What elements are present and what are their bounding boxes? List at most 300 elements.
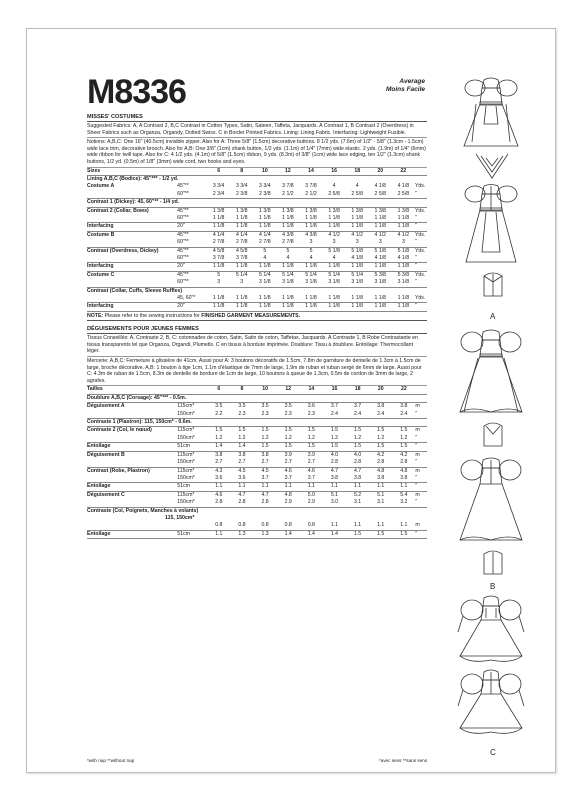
unit-cell: m [415,467,420,474]
size-header-cell: 6 [207,168,230,176]
yardage-cell: 5 3/8 [374,271,387,278]
table-row [87,522,427,530]
fabric-width: 115cm* [177,491,195,498]
yardage-cell: 4 1/4 [235,231,248,238]
size-header-cell: 16 [323,386,346,394]
unit-header [415,386,427,394]
yardage-cell: 3 1/8 [346,279,369,287]
width-header [177,386,207,394]
row-label: Contrast (Collar, Cuffs, Sleeve Ruffles) [87,287,183,294]
table-row [87,403,427,411]
yardage-cell: 1 1/8 [253,303,276,311]
table-row [87,271,427,279]
unit-cell: " [415,223,427,231]
row-label [87,255,177,263]
yardage-cell: 4.5 [238,467,246,474]
yardage-cell: 5 1/4 [305,271,317,278]
yardage-cell: 3 1/8 [299,279,322,287]
row-label: Contraste 2 (Col, le nœud) [87,427,152,434]
fabric-width: 60"** [177,239,207,247]
view-c-back-sketch [450,668,532,740]
fabric-width: 60"** [177,255,207,263]
yardage-cell: 5.1 [377,491,385,498]
yardage-cell: 1.1 [346,483,369,491]
fabric-width [177,522,207,530]
yardage-cell: 1 1/8 [299,303,322,311]
yardage-cell: 4 1/4 [259,231,271,238]
yardage-cell: 2 3/8 [253,191,276,199]
yardage-cell: 1 1/8 [346,215,369,223]
yardage-cell: 5 [263,247,267,254]
yardage-cell: 3 [392,239,415,247]
yardage-cell: 1 1/8 [230,263,253,271]
yardage-cell: 2.3 [254,411,277,419]
row-label: Contrast (Overdress, Dickey) [87,247,159,254]
yardage-cell: 3 [346,239,369,247]
yardage-cell: 4.0 [330,451,339,458]
table-row [87,411,427,419]
table-row [87,279,427,287]
yardage-cell: 1 1/8 [346,303,369,311]
yardage-cell: 4 3/8 [305,231,317,238]
notions-en: Notions: A,B,C: One 16" (40.5cm) invisible zipper. Also for A: Three 5/8" (1.5cm) decorative buttons. 8 1/2 yds. (7.6m) of 1/2" - 5/8" (1.3cm - 1.5cm) wide lace trim, decorative brooch. Also for A,B: One 3/8" (1cm) shank button, 1/2 yds. (1.1m) of 1/4" (7mm) wide elastic. 2 yds. (1.9m) of 1/4" (6mm) wide ribbon for twill tape. Also for C: 4 1/2 yds. (4.1m) of 5/8" (1.5cm) ribbon, 9 yds. (8.3m) of 3/8" (1cm) wide lace edging, ten 1/2" (1.3cm) shank buttons, 1/2 yd. (0.5m) of 1/8" (3mm) wide cord, two hooks and eyes. [87,138,427,167]
fabric-width: 45"** [177,207,189,214]
table-row [87,215,427,223]
yardage-cell: 4 1/8 [346,255,369,263]
yardage-cell: 0.8 [207,522,230,530]
yardage-cell: 1.1 [230,483,253,491]
yardage-cell: 2 5/8 [346,191,369,199]
yardage-table-en [87,168,427,312]
yardage-cell: 3 3/4 [235,183,248,190]
row-label: Interfacing [87,223,177,231]
sizes-header-row [87,386,427,394]
yardage-cell: 1 1/8 [323,223,346,231]
yardage-cell: 1.5 [277,443,300,451]
yardage-cell: 2.4 [392,411,415,419]
notions-fr: Mercerie: A,B,C: Fermeture à glissière de 41cm. Aussi pour A: 3 boutons décoratifs de 1.5cm, 7.8m de garniture de dentelle de 1.3cm à 1.5cm de large, broche décorative. A,B: 1 bouton à tige 1cm, 1.1m d'élastique de 7mm de large, 1.9m de ruban et ruban sergé de 6mm de large. Aussi pour C: 4.3m de ruban de 1.5cm, 8.3m de dentelle de bordure de 1cm de large, 10 boutons à queue de 1.3cm, 0.5m de cordon de 3mm de large, 2 agrafes. [87,357,427,386]
unit-cell: Yds. [414,271,426,278]
yardage-cell: 5 [309,247,313,254]
fabric-width: 45"** [177,231,189,238]
yardage-cell: 4.2 [400,451,408,458]
yardage-cell: 1 3/8 [374,207,387,214]
yardage-cell: 4 5/8 [235,247,248,254]
row-label: Entoilage [87,483,177,491]
yardage-cell: 1.2 [254,435,277,443]
yardage-cell: 1.2 [230,435,253,443]
yardage-cell: 1 1/8 [253,295,276,303]
table-row [87,199,427,207]
fabric-width: 150cm* [177,411,207,419]
unit-cell: " [415,263,427,271]
yardage-cell: 1.5 [353,427,362,434]
unit-cell: Yds. [414,231,426,238]
yardage-cell: 0.8 [277,522,300,530]
note-bold: FINISHED GARMENT MEASUREMENTS. [201,312,301,319]
yardage-cell: 2.3 [230,411,253,419]
yardage-cell: 3 1/8 [369,279,392,287]
yardage-cell: 4 1/4 [212,231,225,238]
yardage-cell: 4.7 [261,491,269,498]
yardage-cell: 4.7 [238,491,246,498]
yardage-cell: 3 1/8 [253,279,276,287]
yardage-cell: 1 3/8 [351,207,363,214]
yardage-cell: 1 1/8 [299,263,322,271]
yardage-cell: 4.8 [377,467,385,474]
table-row [87,247,427,255]
yardage-cell: 4.8 [400,467,408,474]
row-label: Déguisement B [87,451,125,458]
yardage-cell: 1.3 [230,530,253,538]
fabric-width: 20" [177,263,207,271]
yardage-cell: 1.5 [300,443,323,451]
size-header-cell: 20 [369,168,392,176]
yardage-cell: 1 1/8 [299,215,322,223]
yardage-cell: 1.1 [207,483,230,491]
yardage-cell: 1.1 [392,483,415,491]
row-label: Déguisement C [87,491,125,498]
yardage-cell: 3.8 [369,475,392,483]
yardage-cell: 2.8 [254,499,277,507]
yardage-cell: 3.0 [323,499,346,507]
yardage-cell: 4 [253,255,276,263]
table-row [87,394,427,402]
unit-cell: " [415,411,427,419]
yardage-cell: 3.6 [230,475,253,483]
row-label: Interfacing [87,303,177,311]
table-row [87,491,427,499]
yardage-cell: 4.0 [353,451,362,458]
yardage-cell: 4 1/2 [374,231,387,238]
yardage-cell: 1 1/8 [392,263,415,271]
yardage-cell: 2 1/2 [276,191,299,199]
note-label: NOTE: [87,312,104,319]
note-text: Please refer to the sewing instructions for [104,312,202,319]
table-row [87,231,427,239]
unit-cell: " [415,530,427,538]
yardage-cell: 3.1 [346,499,369,507]
yardage-cell: 1 1/8 [392,223,415,231]
yardage-cell: 4 [332,183,336,190]
yardage-cell: 2.7 [207,459,230,467]
fabric-width: 51cm [177,530,207,538]
yardage-cell: 2.9 [277,499,300,507]
header [87,74,427,112]
view-a-back-sketch [456,182,526,267]
fabric-width: 60"** [177,215,207,223]
size-header-cell: 22 [392,386,415,394]
yardage-cell: 1 1/8 [276,223,299,231]
yardage-cell: 3.2 [392,499,415,507]
yardage-cell: 1 1/8 [299,295,322,303]
row-label [87,295,177,303]
unit-cell: Yds. [414,183,426,190]
yardage-cell: 3.9 [307,451,315,458]
yardage-cell: 3 3/4 [259,183,271,190]
yardage-cell: 1 1/8 [369,295,392,303]
unit-cell: m [415,403,420,410]
yardage-cell: 1 1/8 [230,295,253,303]
unit-cell: m [415,491,420,498]
yardage-cell: 1.1 [392,522,415,530]
yardage-cell: 1.1 [207,530,230,538]
fabric-width: 115cm* [177,427,195,434]
fabric-width: 150cm* [177,499,207,507]
yardage-cell: 5.2 [353,491,362,498]
yardage-cell: 3.8 [400,403,408,410]
unit-cell: " [415,435,427,443]
fabric-width: 51cm [177,443,207,451]
yardage-cell: 3.8 [323,475,346,483]
view-c-front-sketch [450,594,532,666]
yardage-cell: 1 1/8 [369,223,392,231]
yardage-cell: 3 [299,239,322,247]
yardage-cell: 1 1/8 [230,215,253,223]
yardage-cell: 1 1/8 [323,295,346,303]
yardage-cell: 1.1 [369,483,392,491]
unit-cell: Yds. [414,295,426,302]
table-row [87,295,427,303]
row-label: 115, 150cm* [165,514,195,521]
yardage-cell: 3 1/8 [323,279,346,287]
row-label [87,215,177,223]
yardage-cell: 1 1/8 [207,295,230,303]
yardage-cell: 2 5/8 [369,191,392,199]
table-row [87,475,427,483]
yardage-cell: 4 3/8 [282,231,294,238]
table-row [87,499,427,507]
table-row [87,451,427,459]
yardage-cell: 1.5 [346,530,369,538]
difficulty-fr: Moins Facile [385,86,425,93]
yardage-cell: 2 1/2 [299,191,322,199]
unit-cell: " [415,215,427,223]
yardage-cell: 4.5 [261,467,269,474]
yardage-cell: 4 [355,183,359,190]
yardage-cell: 2 3/8 [230,191,253,199]
yardage-cell: 2.7 [300,459,323,467]
yardage-cell: 1 1/8 [230,223,253,231]
yardage-cell: 3.6 [307,403,315,410]
yardage-cell: 1.4 [323,530,346,538]
yardage-cell: 1.5 [330,427,339,434]
unit-cell: " [415,475,427,483]
yardage-cell: 3 3/4 [212,183,225,190]
yardage-cell: 5 [217,271,221,278]
yardage-cell: 1.1 [254,483,277,491]
yardage-cell: 2.8 [207,499,230,507]
yardage-cell: 1 1/8 [346,263,369,271]
yardage-cell: 5 1/4 [282,271,294,278]
unit-cell: " [415,483,427,491]
yardage-cell: 4 1/8 [374,183,387,190]
fabric-width: 45"** [177,271,189,278]
fabric-width: 115cm* [177,403,195,410]
yardage-cell: 5 1/8 [374,247,387,254]
table-row [87,255,427,263]
row-label: Entoilage [87,530,177,538]
yardage-cell: 1.5 [238,427,246,434]
yardage-cell: 1 1/8 [323,303,346,311]
yardage-cell: 1.2 [323,435,346,443]
yardage-cell: 4 1/8 [392,255,415,263]
yardage-cell: 1 1/8 [276,263,299,271]
yardage-cell: 4.2 [377,451,385,458]
yardage-cell: 2 5/8 [392,191,415,199]
yardage-cell: 1.1 [300,483,323,491]
yardage-cell: 1.1 [323,522,346,530]
table-row [87,183,427,190]
yardage-cell: 4 1/8 [369,255,392,263]
sizes-label: Tailles [87,386,177,394]
yardage-cell: 1 1/8 [230,303,253,311]
yardage-cell: 0.8 [254,522,277,530]
yardage-cell: 3.9 [284,451,292,458]
yardage-cell: 1 3/8 [328,207,340,214]
yardage-cell: 3 7/8 [282,183,294,190]
yardage-cell: 3.7 [353,403,362,410]
yardage-cell: 1 1/8 [392,295,415,303]
yardage-cell: 2.8 [392,459,415,467]
yardage-cell: 4.7 [353,467,362,474]
view-a-bib-sketch [472,152,512,180]
yardage-cell: 1 1/8 [276,295,299,303]
yardage-cell: 3.5 [261,403,269,410]
row-label: Contraste 1 (Plastron): 115, 150cm* - 0.6m. [87,419,427,427]
yardage-cell: 4.6 [215,491,223,498]
table-row [87,191,427,199]
yardage-cell: 3 7/8 [230,255,253,263]
yardage-cell: 5 1/4 [259,271,271,278]
yardage-cell: 1.1 [323,483,346,491]
yardage-cell: 3 [323,239,346,247]
yardage-cell: 1 1/8 [346,295,369,303]
yardage-cell: 1.5 [346,443,369,451]
table-row [87,459,427,467]
table-row [87,483,427,491]
view-b-collar-sketch [480,420,506,450]
view-b-dickey-sketch [480,548,506,578]
size-header-cell: 8 [230,386,253,394]
sizes-label: Sizes [87,168,177,176]
yardage-cell: 1 1/8 [253,223,276,231]
view-label-b: B [490,582,496,591]
yardage-cell: 0.8 [230,522,253,530]
size-header-cell: 6 [207,386,230,394]
section-title-fr: DÉGUISEMENTS POUR JEUNES FEMMES [87,325,427,334]
yardage-cell: 2.3 [300,411,323,419]
yardage-cell: 2.3 [277,411,300,419]
view-label-c: C [490,748,496,757]
size-header-cell: 18 [346,386,369,394]
size-header-cell: 18 [346,168,369,176]
yardage-cell: 3.5 [238,403,246,410]
yardage-cell: 2.8 [323,459,346,467]
unit-cell: Yds. [414,207,426,214]
yardage-cell: 1 1/8 [207,215,230,223]
yardage-cell: 2.7 [277,459,300,467]
view-b-back-sketch [452,454,530,546]
table-row [87,427,427,435]
row-label: Costume C [87,271,115,278]
yardage-cell: 3.7 [277,475,300,483]
yardage-cell: 3 [369,239,392,247]
yardage-cell: 1.2 [300,435,323,443]
width-header [177,168,207,176]
yardage-cell: 1 3/8 [235,207,248,214]
yardage-cell: 1 1/8 [276,215,299,223]
yardage-cell: 2.7 [254,459,277,467]
yardage-cell: 2 7/8 [207,239,230,247]
size-header-cell: 12 [276,168,299,176]
yardage-cell: 3.5 [215,403,223,410]
fabric-width: 45, 60"* [177,295,207,303]
row-label: Doublure A,B,C (Corsage): 45"*** - 0.5m. [87,394,427,402]
yardage-cell: 5 1/8 [397,247,410,254]
fabric-width: 115cm* [177,467,195,474]
row-label [87,411,177,419]
yardage-cell: 3.1 [369,499,392,507]
yardage-cell: 4 5/8 [212,247,225,254]
unit-cell: " [415,239,427,247]
fabric-width: 51cm [177,483,207,491]
row-label [87,239,177,247]
yardage-cell: 3 7/8 [305,183,317,190]
yardage-cell: 1.5 [369,443,392,451]
sizes-header-row [87,168,427,176]
size-header-cell: 22 [392,168,415,176]
table-row [87,515,427,522]
unit-cell: " [415,303,427,311]
yardage-cell: 1.1 [346,522,369,530]
row-label: Contrast 1 (Dickey): 45, 60"** - 1/4 yd. [87,199,427,207]
table-row [87,419,427,427]
fabric-width: 115cm* [177,451,195,458]
view-a-front-sketch [456,74,526,149]
yardage-cell: 4 1/2 [397,231,410,238]
yardage-cell: 4.6 [307,467,315,474]
pattern-envelope-back [26,28,556,773]
yardage-cell: 1 1/8 [369,215,392,223]
yardage-cell: 1.2 [207,435,230,443]
yardage-cell: 1 1/8 [299,223,322,231]
table-row [87,175,427,183]
yardage-cell: 1 1/8 [346,223,369,231]
row-label: Lining A,B,C (Bodice): 45"*** - 1/2 yd. [87,175,179,182]
yardage-cell: 4.8 [284,491,292,498]
row-label [87,475,177,483]
row-label [87,522,177,530]
row-label [87,435,177,443]
row-label: Contrast 2 (Collar, Bows) [87,207,149,214]
unit-cell: m [415,451,420,458]
yardage-cell: 2 5/8 [323,191,346,199]
view-b-front-sketch [452,326,530,418]
yardage-cell: 1.5 [392,443,415,451]
yardage-cell: 1.5 [215,427,223,434]
yardage-cell: 3.8 [377,403,385,410]
yardage-cell: 3.8 [238,451,246,458]
yardage-cell: 4 [276,255,299,263]
table-row [87,287,427,295]
yardage-cell: 3.7 [330,403,339,410]
table-row [87,303,427,311]
yardage-cell: 1 3/8 [259,207,271,214]
yardage-cell: 1.5 [284,427,292,434]
yardage-cell: 2.8 [369,459,392,467]
unit-cell: m [415,522,427,530]
